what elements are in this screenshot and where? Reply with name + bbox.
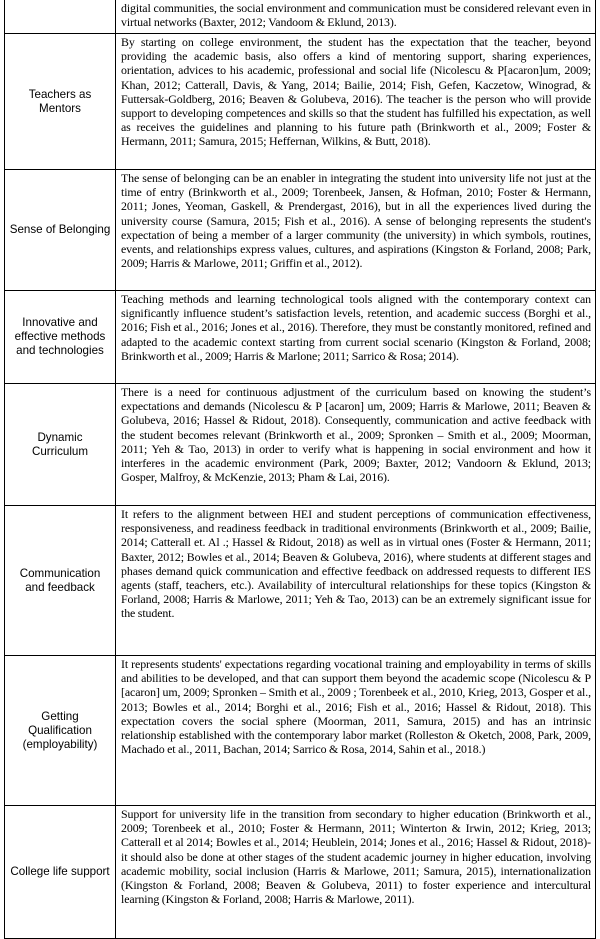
- table-row: [5, 34, 596, 170]
- table-row: [5, 806, 596, 939]
- row-description: It represents students' expectations regarding vocational training and employability in terms of skills and abilities to be developed, and that can support them beyond the academic scope (Nicolescu & P [acaron] um, 2009; Spronken – Smith et al., 2009 ; Torenbeek et al., 2010, Krieg, 2013, Gosper et al., 2013; Bowles et al., 2014; Borghi et al., 2016; Fish et al., 2016; Hassel & Ridout, 2018). This expectation covers the social sphere (Moorman, 2011, Samura, 2015) and has an intrinsic relationship established with the contemporary labor market (Rolleston & Oketch, 2008, Park, 2009, Machado et al., 2011, Bachan, 2014; Sarrico & Rosa, 2014, Sahin et al., 2018.): [121, 657, 591, 757]
- row-description: digital communities, the social environment and communication must be considered relevant even in virtual networks (Baxter, 2012; Vandoom & Eklund, 2013).: [121, 1, 591, 30]
- row-label: Getting Qualification (employability): [5, 656, 116, 806]
- row-label: Innovative and effective methods and technologies: [5, 291, 116, 384]
- table-row: [5, 170, 596, 291]
- table-row: [5, 384, 596, 506]
- row-label: College life support: [5, 806, 116, 939]
- row-description: The sense of belonging can be an enabler in integrating the student into university life not just at the time of entry (Brinkworth et al., 2009; Torenbeek, Jansen, & Hofman, 2010; Foster & Hermann, 2011; Jones, Yeoman, Gaskell, & Prendergast, 2016), but in all the experiences lived during the university course (Samura, 2015; Fish et al., 2016). A sense of belonging represents the student's expectation of being a member of a larger community (the university) in which symbols, routines, events, and relationships express values, cultures, and aspirations (Kingston & Forland, 2008; Park, 2009; Harris & Marlowe, 2011; Griffin et al., 2012).: [121, 171, 591, 271]
- expectations-table: [4, 0, 596, 939]
- table-row: [5, 0, 596, 34]
- row-label: Communication and feedback: [5, 506, 116, 656]
- table-row: [5, 291, 596, 384]
- row-description: It refers to the alignment between HEI and student perceptions of communication effectiveness, responsiveness, and readiness feedback in traditional environments (Brinkworth et al., 2009; Bailie, 2014; Catterall et. Al .; Hassel & Ridout, 2018) as well as in virtual ones (Foster & Hermann, 2011; Baxter, 2012; Bowles et al., 2014; Beaven & Golubeva, 2016), where students at different stages and phases demand quick communication and effective feedback on addressed requests to different IES agents (staff, teachers, etc.). Availability of intercultural relationships for these topics (Kingston & Forland, 2008; Harris & Marlowe, 2011; Yeh & Tao, 2013) can be an extremely significant issue for the student.: [121, 507, 591, 621]
- row-description: There is a need for continuous adjustment of the curriculum based on knowing the student’s expectations and demands (Nicolescu & P [acaron] um, 2009; Harris & Marlowe, 2011; Beaven & Golubeva, 2016; Hassel & Ridout, 2018). Consequently, communication and active feedback with the student becomes relevant (Brinkworth et al., 2009; Spronken – Smith et al., 2009; Moorman, 2011; Yeh & Tao, 2013) in order to verify what is happening in social environment and how it interferes in the academic environment (Park, 2009; Baxter, 2012; Vandoorn & Eklund, 2013; Gosper, Malfroy, & McKenzie, 2013; Pham & Lai, 2016).: [121, 385, 591, 485]
- row-label: Teachers as Mentors: [5, 34, 116, 170]
- row-label: Dynamic Curriculum: [5, 384, 116, 506]
- row-label: Sense of Belonging: [5, 170, 116, 291]
- table-row: [5, 506, 596, 656]
- row-label: [5, 0, 116, 34]
- row-description: Teaching methods and learning technological tools aligned with the contemporary context can significantly influence student’s satisfaction levels, retention, and academic success (Borghi et al., 2016; Fish et al., 2016; Jones et al., 2016). Therefore, they must be constantly monitored, refined and adapted to the academic context starting from current social scenario (Kingston & Forland, 2008; Brinkworth et al., 2009; Harris & Marlone; 2011; Sarrico & Rosa; 2014).: [121, 292, 591, 363]
- table-row: [5, 656, 596, 806]
- row-description: Support for university life in the transition from secondary to higher education (Brinkworth et al., 2009; Torenbeek et al., 2010; Foster & Hermann, 2011; Winterton & Irwin, 2012; Krieg, 2013; Catterall et al 2014; Bowles et al., 2014; Heublein, 2014; Jones et al., 2016; Hassel & Ridout, 2018)- it should also be done at other stages of the student academic journey in higher education, involving academic mobility, social inclusion (Harris & Marlowe, 2011; Samura, 2015), internationalization (Kingston & Forland, 2008; Beaven & Golubeva, 2011) to foster experience and intercultural learning (Kingston & Forland, 2008; Harris & Marlowe, 2011).: [121, 807, 591, 907]
- row-description: By starting on college environment, the student has the expectation that the teacher, beyond providing the academic basis, also offers a kind of mentoring support, sharing experiences, orientation, advices to his academic, professional and social life (Nicolescu & P[acaron]um, 2009; Khan, 2012; Catterall, Davis, & Yang, 2014; Bailie, 2014; Fish, Gefen, Kaczetow, Winograd, & Futtersak-Goldberg, 2016; Beaven & Golubeva, 2016). The teacher is the person who will provide support to developing competences and skills so that the student has fulfilled his expectation, as well as receives the guidelines and planning to his future path (Brinkworth et al., 2009; Foster & Hermann, 2011; Samura, 2015; Heffernan, Wilkins, & Butt, 2018).: [121, 35, 591, 149]
